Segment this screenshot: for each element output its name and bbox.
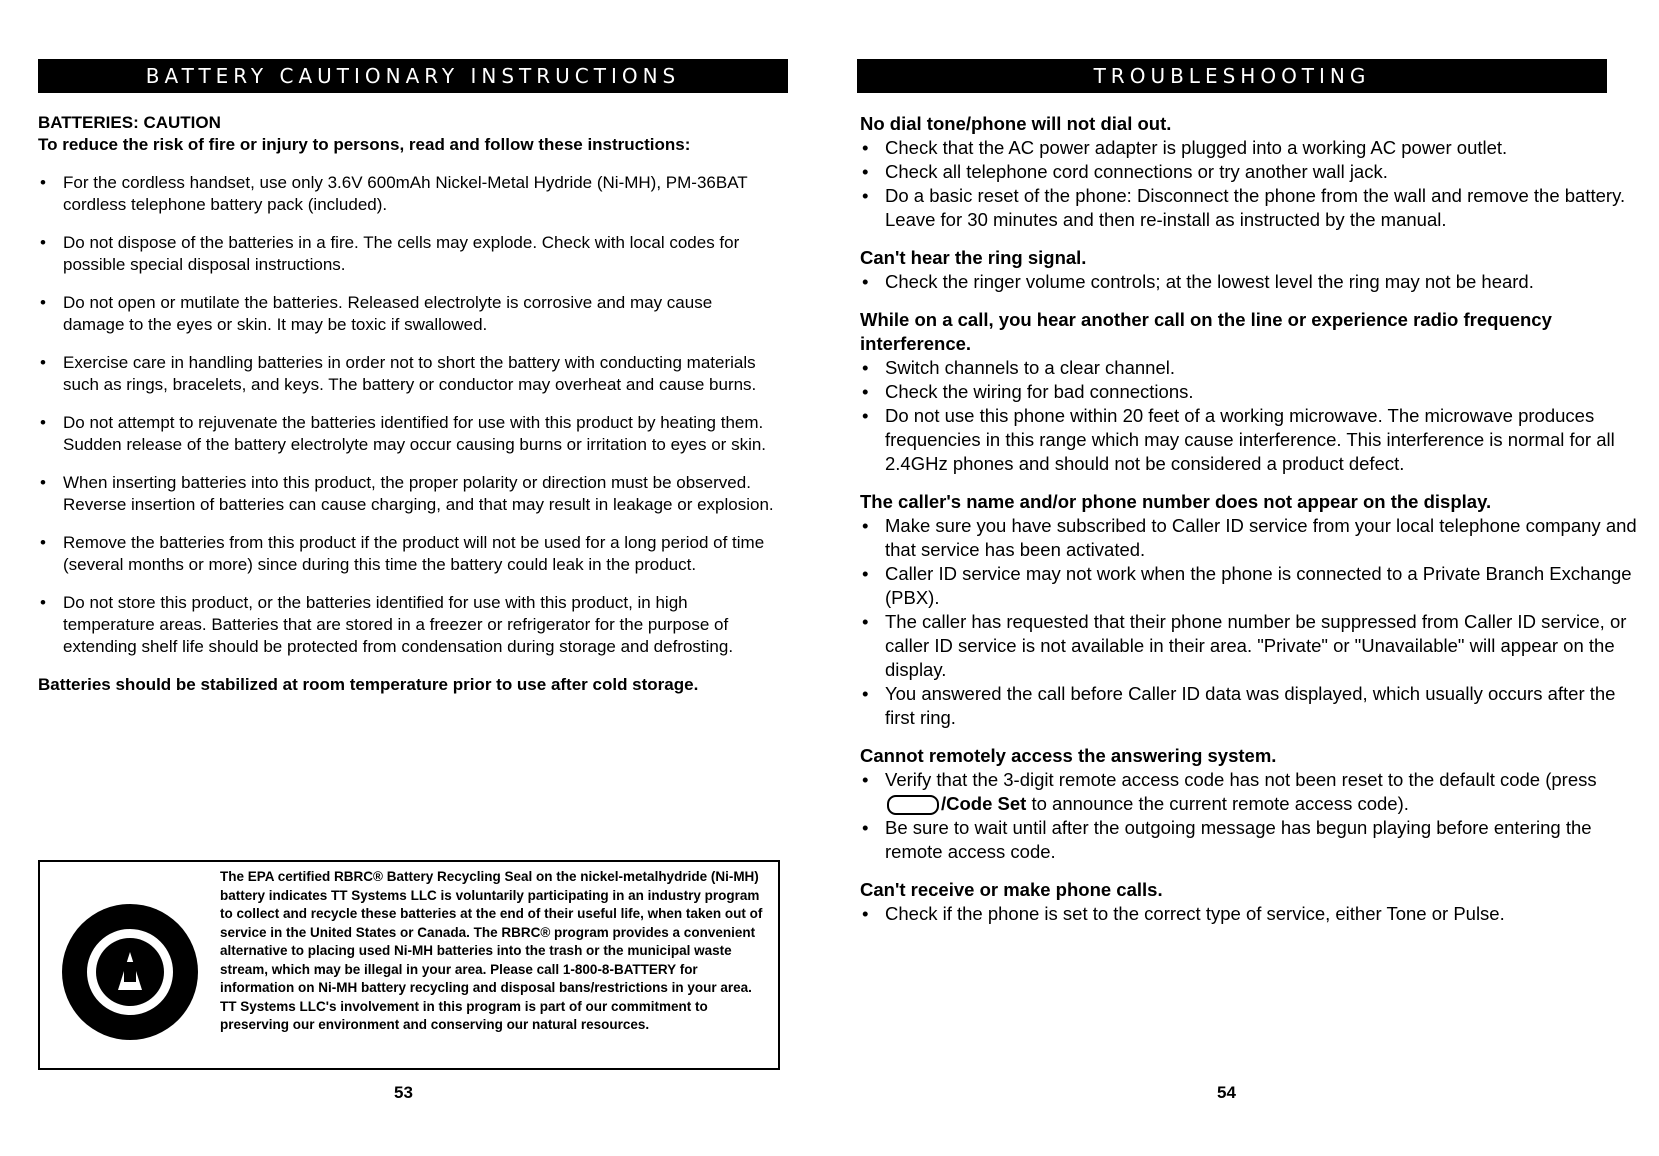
list-item: • Check if the phone is set to the correct type of service, either Tone or Pulse.	[860, 902, 1640, 926]
page-number: 54	[1217, 1083, 1236, 1102]
rbrc-info-text: The EPA certified RBRC® Battery Recycling Seal on the nickel-metalhydride (Ni-MH) battery indicates TT Systems LLC is voluntarily participating in an industry program to collect and recycle these batteries at the end of their useful life, when taken out of service in the United States or Canada. The RBRC® program provides a convenient alternative to placing used Ni-MH batteries into the trash or the municipal waste stream, which may be illegal in your area. Please call 1-800-8-BATTERY for information on Ni-MH battery recycling and disposal bans/restrictions in your area. TT Systems LLC's involvement in this program is part of our commitment to preserving our environment and conserving our natural resources.	[220, 869, 763, 1032]
rbrc-info-box	[38, 860, 780, 1070]
section-heading: Can't hear the ring signal.	[860, 247, 1087, 268]
list-item: • Make sure you have subscribed to Caller ID service from your local telephone company and that service has been activated.	[860, 514, 1640, 562]
list-item: • You answered the call before Caller ID data was displayed, which usually occurs after the first ring.	[860, 682, 1640, 730]
list-item: • Check the wiring for bad connections.	[860, 380, 1640, 404]
list-item: • Do not dispose of the batteries in a fire. The cells may explode. Check with local codes for possible special disposal instructions.	[38, 232, 778, 276]
batteries-caution-heading: BATTERIES: CAUTION	[38, 113, 221, 132]
list-item: • Do not use this phone within 20 feet of a working microwave. The microwave produces frequencies in this range which may cause interference. This interference is normal for all 2.4GHz phones and should not be considered a product defect.	[860, 404, 1640, 476]
section-heading: Cannot remotely access the answering system.	[860, 745, 1277, 766]
troubleshooting-content	[860, 112, 1640, 926]
section-caller-id	[860, 490, 1640, 730]
list-item: • For the cordless handset, use only 3.6V 600mAh Nickel-Metal Hydride (Ni-MH), PM-36BAT cordless telephone battery pack (included).	[38, 172, 778, 216]
list-item: • Do a basic reset of the phone: Disconnect the phone from the wall and remove the battery. Leave for 30 minutes and then re-install as instructed by the manual.	[860, 184, 1640, 232]
caution-list	[38, 172, 778, 658]
list-item: • Check the ringer volume controls; at the lowest level the ring may not be heard.	[860, 270, 1640, 294]
section-list	[860, 902, 1640, 926]
section-no-dial-tone	[860, 112, 1640, 232]
list-item: • Exercise care in handling batteries in order not to short the battery with conducting materials such as rings, bracelets, and keys. The battery or conductor may overheat and cause burns.	[38, 352, 778, 396]
list-item: • Remove the batteries from this product if the product will not be used for a long period of time (several months or more) since during this time the battery could leak in the product.	[38, 532, 778, 576]
section-list	[860, 270, 1640, 294]
battery-caution-content	[38, 112, 778, 696]
code-set-label: /Code Set	[941, 793, 1027, 814]
section-list	[860, 768, 1640, 864]
list-item: • Switch channels to a clear channel.	[860, 356, 1640, 380]
list-item: • Check that the AC power adapter is plugged into a working AC power outlet.	[860, 136, 1640, 160]
section-interference	[860, 308, 1640, 476]
intro-text: To reduce the risk of fire or injury to persons, read and follow these instructions:	[38, 135, 691, 154]
section-phone-calls	[860, 878, 1640, 926]
list-item: • The caller has requested that their phone number be suppressed from Caller ID service, or caller ID service is not available in their area. "Private" or "Unavailable" will appear on the display.	[860, 610, 1640, 682]
list-item: • Check all telephone cord connections or try another wall jack.	[860, 160, 1640, 184]
rbrc-seal-icon	[60, 902, 200, 1042]
battery-caution-header: BATTERY CAUTIONARY INSTRUCTIONS	[38, 59, 788, 93]
key-button-icon	[887, 795, 939, 815]
section-list	[860, 356, 1640, 476]
section-heading: Can't receive or make phone calls.	[860, 879, 1163, 900]
section-list	[860, 514, 1640, 730]
list-item: • Caller ID service may not work when the phone is connected to a Private Branch Exchange (PBX).	[860, 562, 1640, 610]
section-ring-signal	[860, 246, 1640, 294]
list-item: • Be sure to wait until after the outgoing message has begun playing before entering the remote access code.	[860, 816, 1640, 864]
section-remote-access	[860, 744, 1640, 864]
right-page	[840, 0, 1659, 1156]
closing-note: Batteries should be stabilized at room temperature prior to use after cold storage.	[38, 675, 699, 694]
list-item: • Do not open or mutilate the batteries. Released electrolyte is corrosive and may cause damage to the eyes or skin. It may be toxic if swallowed.	[38, 292, 778, 336]
section-heading: The caller's name and/or phone number does not appear on the display.	[860, 491, 1492, 512]
list-item: • Do not store this product, or the batteries identified for use with this product, in high temperature areas. Batteries that are stored in a freezer or refrigerator for the purpose of extending shelf life should be protected from condensation during storage and defrosting.	[38, 592, 778, 658]
code-set-suffix: to announce the current remote access code).	[1026, 793, 1409, 814]
page-number: 53	[394, 1083, 413, 1102]
remote-code-text: Verify that the 3-digit remote access code has not been reset to the default code (press	[885, 769, 1597, 790]
section-heading: No dial tone/phone will not dial out.	[860, 113, 1172, 134]
list-item: • Do not attempt to rejuvenate the batteries identified for use with this product by heating them. Sudden release of the battery electrolyte may occur causing burns or irritation to eyes or skin.	[38, 412, 778, 456]
list-item	[860, 768, 1640, 816]
section-heading: While on a call, you hear another call on the line or experience radio frequency interference.	[860, 309, 1552, 354]
section-list	[860, 136, 1640, 232]
troubleshooting-header: TROUBLESHOOTING	[857, 59, 1607, 93]
left-page	[0, 0, 790, 1156]
list-item: • When inserting batteries into this product, the proper polarity or direction must be observed. Reverse insertion of batteries can cause charging, and that may result in leakage or explosion.	[38, 472, 778, 516]
